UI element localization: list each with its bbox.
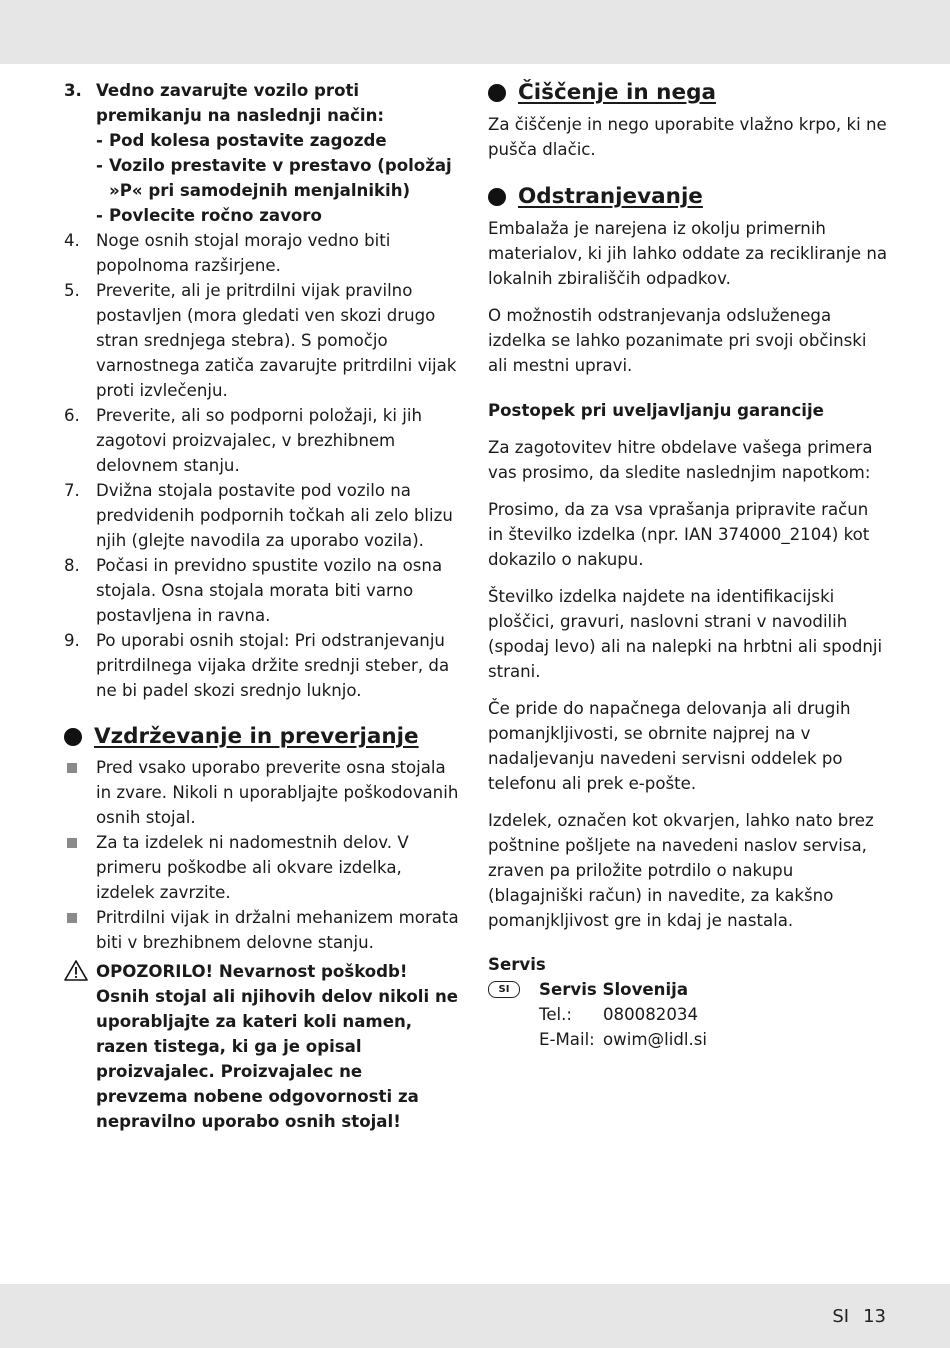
- header-band: [0, 0, 950, 64]
- section-heading-cleaning: Čiščenje in nega: [488, 78, 888, 108]
- language-code: SI: [832, 1306, 850, 1327]
- list-item: 8. Počasi in previdno spustite vozilo na osna stojala. Osna stojala morata biti varno postavljena in ravna.: [64, 556, 443, 625]
- service-email-row: E-Mail: owim@lidl.si: [539, 1027, 888, 1052]
- filled-circle-icon: [488, 188, 506, 206]
- list-item: Pred vsako uporabo preverite osna stojala in zvare. Nikoli n uporabljajte poškodovanih osnih stojal.: [64, 755, 459, 830]
- maintenance-bullets: [64, 755, 459, 955]
- step-text: Preverite, ali je pritrdilni vijak pravilno postavljen (mora gledati ven skozi drugo stran srednjega stebra). S pomočjo varnostnega zatiča zavarujte pritrdilni vijak proti izvlečenju.: [96, 281, 457, 400]
- page-footer: [832, 1306, 886, 1327]
- list-item: 4. Noge osnih stojal morajo vedno biti popolnoma razširjene.: [64, 231, 391, 275]
- warranty-paragraph: Izdelek, označen kot okvarjen, lahko nato brez poštnine pošljete na navedeni naslov servisa, zraven pa priložite potrdilo o nakupu (blagajniški račun) in navedite, za kakšno pomanjkljivost gre in kdaj je nastala.: [488, 811, 874, 930]
- gray-square-icon: [67, 763, 77, 773]
- list-item: 7. Dvižna stojala postavite pod vozilo na predvidenih podpornih točkah ali zelo blizu njih (glejte navodila za uporabo vozila).: [64, 481, 453, 550]
- step-text: Preverite, ali so podporni položaji, ki jih zagotovi proizvajalec, v brezhibnem delovnem stanju.: [96, 406, 423, 475]
- section-heading-maintenance: Vzdrževanje in preverjanje: [64, 722, 459, 752]
- step-number: 3.: [64, 81, 82, 100]
- list-item: [64, 78, 459, 228]
- warranty-heading: Postopek pri uveljavljanju garancije: [488, 401, 824, 420]
- right-column: [488, 78, 888, 1052]
- disposal-paragraph: O možnostih odstranjevanja odsluženega izdelka se lahko pozanimate pri svoji občinski ali mestni upravi.: [488, 306, 867, 375]
- country-badge: SI: [488, 981, 520, 998]
- steps-list: [64, 78, 459, 703]
- page-number: 13: [863, 1306, 886, 1327]
- disposal-paragraph: Embalaža je narejena iz okolju primernih materialov, ki jih lahko oddate za recikliranje na lokalnih zbirališčih odpadkov.: [488, 219, 888, 288]
- sub-item: - Pod kolesa postavite zagozde: [96, 131, 387, 150]
- list-item: Pritrdilni vijak in držalni mehanizem morata biti v brezhibnem delovne stanju.: [64, 905, 459, 955]
- warranty-paragraph: Za zagotovitev hitre obdelave vašega primera vas prosimo, da sledite naslednjim napotkom:: [488, 438, 873, 482]
- list-item: 9. Po uporabi osnih stojal: Pri odstranjevanju pritrdilnega vijaka držite srednji steber, da ne bi padel skozi srednjo luknjo.: [64, 631, 450, 700]
- step-intro: Vedno zavarujte vozilo proti premikanju na naslednji način:: [96, 81, 385, 125]
- service-name: Servis Slovenija: [539, 980, 689, 999]
- step-text: Počasi in previdno spustite vozilo na osna stojala. Osna stojala morata biti varno postavljena in ravna.: [96, 556, 443, 625]
- list-item: 6. Preverite, ali so podporni položaji, ki jih zagotovi proizvajalec, v brezhibnem delovnem stanju.: [64, 406, 423, 475]
- service-phone: 080082034: [603, 1005, 699, 1024]
- warning-triangle-icon: [64, 959, 88, 983]
- list-item: 5. Preverite, ali je pritrdilni vijak pravilno postavljen (mora gledati ven skozi drugo stran srednjega stebra). S pomočjo varnostnega zatiča zavarujte pritrdilni vijak proti izvlečenju.: [64, 281, 457, 400]
- warranty-paragraph: Številko izdelka najdete na identifikacijski ploščici, gravuri, naslovni strani v navodilih (spodaj levo) ali na nalepki na hrbtni ali spodnji strani.: [488, 587, 883, 681]
- gray-square-icon: [67, 913, 77, 923]
- warranty-paragraph: Če pride do napačnega delovanja ali drugih pomanjkljivosti, se obrnite najprej na v nadaljevanju navedeni servisni oddelek po telefonu ali prek e-pošte.: [488, 699, 851, 793]
- step-text: Dvižna stojala postavite pod vozilo na predvidenih podpornih točkah ali zelo blizu njih (glejte navodila za uporabo vozila).: [96, 481, 453, 550]
- list-item: Za ta izdelek ni nadomestnih delov. V primeru poškodbe ali okvare izdelka, izdelek zavrzite.: [64, 830, 459, 905]
- gray-square-icon: [67, 838, 77, 848]
- step-text: Noge osnih stojal morajo vedno biti popolnoma razširjene.: [96, 231, 391, 275]
- footer-band: [0, 1284, 950, 1348]
- service-heading: Servis: [488, 955, 546, 974]
- warning-note: OPOZORILO! Nevarnost poškodb! Osnih stojal ali njihovih delov nikoli ne uporabljajte za kateri koli namen, razen tistega, ki ga je opisal proizvajalec. Proizvajalec ne prevzema nobene odgovornosti za nepravilno uporabo osnih stojal!: [64, 959, 459, 1134]
- cleaning-text: Za čiščenje in nego uporabite vlažno krpo, ki ne pušča dlačic.: [488, 115, 887, 159]
- sub-item: - Povlecite ročno zavoro: [96, 206, 322, 225]
- service-tel-row: Tel.: 080082034: [539, 1002, 888, 1027]
- filled-circle-icon: [64, 728, 82, 746]
- left-column: [64, 78, 459, 1134]
- filled-circle-icon: [488, 84, 506, 102]
- warranty-paragraph: Prosimo, da za vsa vprašanja pripravite račun in številko izdelka (npr. IAN 374000_2104) kot dokazilo o nakupu.: [488, 500, 870, 569]
- sub-item: - Vozilo prestavite v prestavo (položaj »P« pri samodejnih menjalnikih): [96, 156, 452, 200]
- step-text: Po uporabi osnih stojal: Pri odstranjevanju pritrdilnega vijaka držite srednji steber, da ne bi padel skozi srednjo luknjo.: [96, 631, 450, 700]
- service-email: owim@lidl.si: [603, 1030, 707, 1049]
- service-contact: [488, 977, 888, 1052]
- section-heading-disposal: Odstranjevanje: [488, 182, 888, 212]
